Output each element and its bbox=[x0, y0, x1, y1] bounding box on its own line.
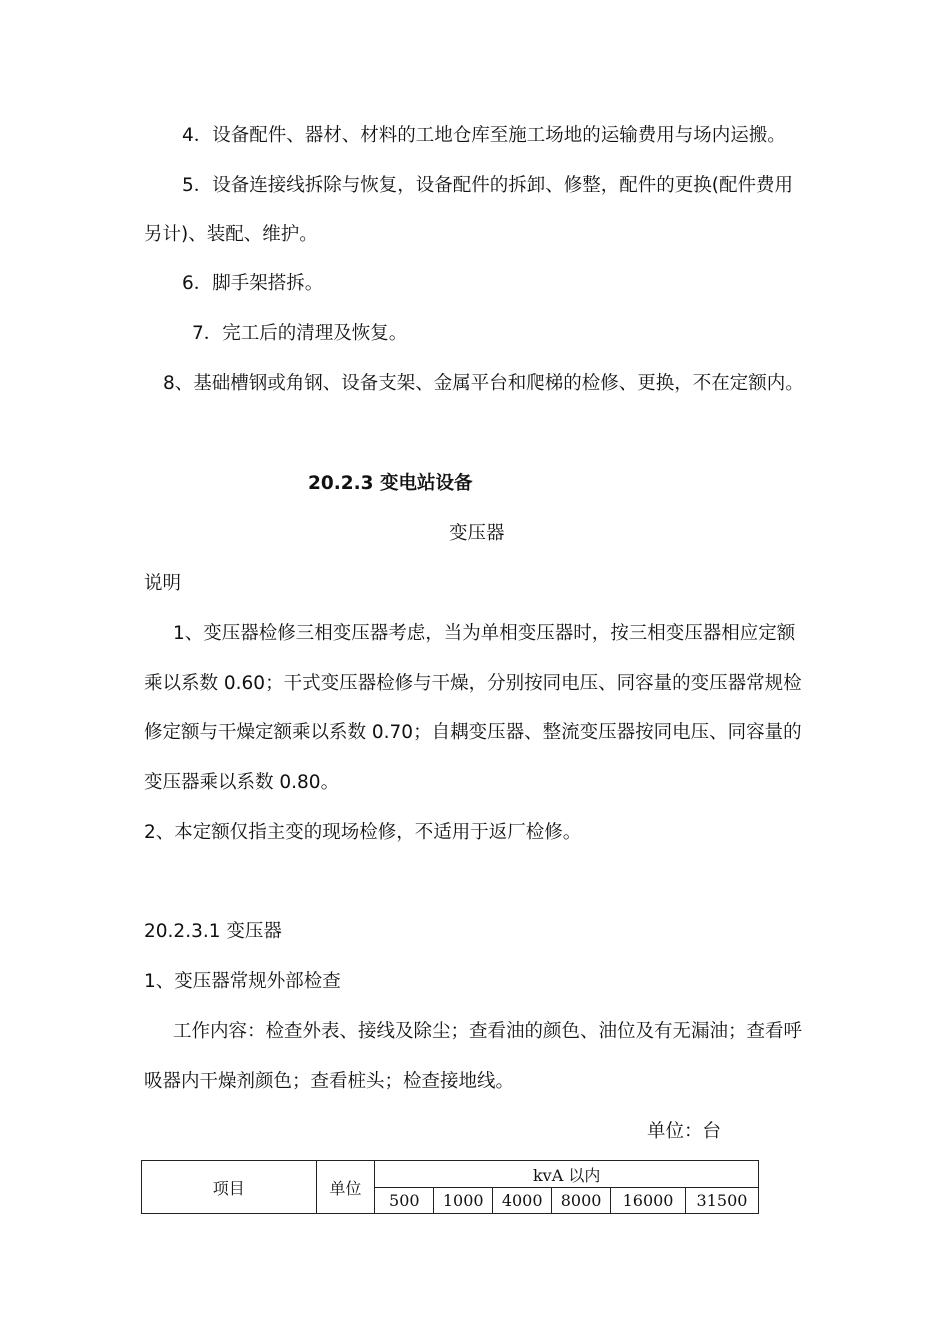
capacity-4000: 4000 bbox=[493, 1188, 552, 1214]
section-subheading: 变压器 bbox=[449, 523, 505, 544]
capacity-500: 500 bbox=[375, 1188, 434, 1214]
section-heading: 20.2.3 变电站设备 bbox=[308, 473, 473, 494]
capacity-1000: 1000 bbox=[434, 1188, 493, 1214]
note-1-line-2: 乘以系数 0.60；干式变压器检修与干燥，分别按同电压、同容量的变压器常规检 bbox=[144, 673, 802, 694]
header-item: 项目 bbox=[142, 1161, 317, 1214]
paragraph-item-4: 4．设备配件、器材、材料的工地仓库至施工场地的运输费用与场内运搬。 bbox=[182, 125, 786, 146]
capacity-8000: 8000 bbox=[552, 1188, 611, 1214]
capacity-31500: 31500 bbox=[686, 1188, 759, 1214]
item-title: 1、变压器常规外部检查 bbox=[144, 971, 341, 992]
notes-label: 说明 bbox=[144, 573, 182, 594]
note-1-line-1: 1、变压器检修三相变压器考虑，当为单相变压器时，按三相变压器相应定额 bbox=[173, 623, 796, 644]
transformer-table bbox=[141, 1160, 759, 1214]
header-unit: 单位 bbox=[316, 1161, 375, 1214]
work-content-line-1: 工作内容：检查外表、接线及除尘；查看油的颜色、油位及有无漏油；查看呼 bbox=[173, 1021, 803, 1042]
work-content-line-2: 吸器内干燥剂颜色；查看桩头；检查接地线。 bbox=[144, 1071, 515, 1092]
header-capacity-group: kvA 以内 bbox=[375, 1161, 759, 1188]
paragraph-item-5-line-2: 另计)、装配、维护。 bbox=[144, 224, 318, 245]
paragraph-item-5-line-1: 5．设备连接线拆除与恢复，设备配件的拆卸、修整，配件的更换(配件费用 bbox=[182, 175, 793, 196]
capacity-16000: 16000 bbox=[611, 1188, 686, 1214]
paragraph-item-8: 8、基础槽钢或角钢、设备支架、金属平台和爬梯的检修、更换，不在定额内。 bbox=[163, 373, 804, 394]
note-2: 2、本定额仅指主变的现场检修，不适用于返厂检修。 bbox=[144, 822, 582, 843]
paragraph-item-6: 6．脚手架搭拆。 bbox=[182, 273, 324, 294]
paragraph-item-7: 7．完工后的清理及恢复。 bbox=[192, 323, 408, 344]
note-1-line-4: 变压器乘以系数 0.80。 bbox=[144, 772, 340, 793]
unit-label: 单位：台 bbox=[647, 1121, 722, 1142]
subsection-title: 20.2.3.1 变压器 bbox=[144, 921, 282, 942]
note-1-line-3: 修定额与干燥定额乘以系数 0.70；自耦变压器、整流变压器按同电压、同容量的 bbox=[144, 722, 802, 743]
